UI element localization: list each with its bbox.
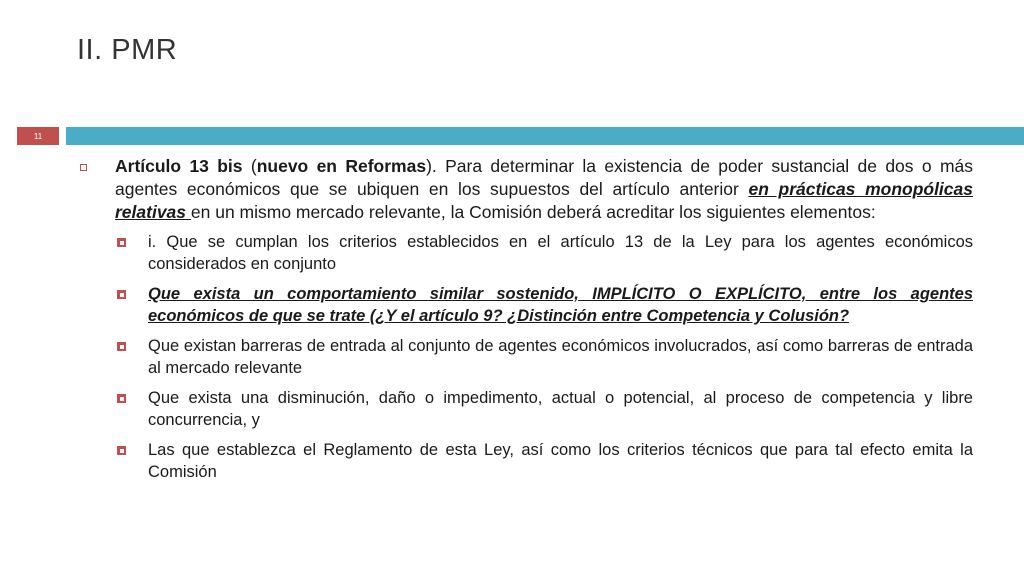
paren-close: ). xyxy=(426,156,446,176)
list-item-text: Que existan barreras de entrada al conjunto de agentes económicos involucrados, así como barreras de entrada al mercado relevante xyxy=(148,337,973,377)
list-item xyxy=(115,231,973,275)
slide-content xyxy=(78,155,973,491)
slide-number: 11 xyxy=(17,127,59,145)
sub-bullet-list xyxy=(78,231,973,483)
list-item xyxy=(115,439,973,483)
list-item xyxy=(115,283,973,327)
list-item xyxy=(115,335,973,379)
page-title: II. PMR xyxy=(77,34,178,66)
hollow-square-bullet-icon xyxy=(80,164,87,171)
reform-note: nuevo en Reformas xyxy=(256,156,427,176)
filled-square-bullet-icon xyxy=(117,342,126,351)
filled-square-bullet-icon xyxy=(117,446,126,455)
list-item-emphasis: Que exista un comportamiento similar sostenido, IMPLÍCITO O EXPLÍCITO, entre los agentes económicos de que se trate (¿Y el artículo 9? ¿Distinción entre Competencia y Colusión? xyxy=(148,285,973,325)
main-text-before: Para determinar la existencia de poder sustancial de dos o más agentes económicos que se ubiquen en los supuestos del artículo anterior xyxy=(115,156,973,199)
filled-square-bullet-icon xyxy=(117,238,126,247)
main-emphasis: en prácticas monopólicas relativas xyxy=(115,179,973,222)
list-item-text: Que exista una disminución, daño o impedimento, actual o potencial, al proceso de competencia y libre concurrencia, y xyxy=(148,389,973,429)
list-item xyxy=(115,387,973,431)
header-bar xyxy=(0,127,1024,145)
main-text-after: en un mismo mercado relevante, la Comisión deberá acreditar los siguientes elementos: xyxy=(190,202,876,222)
article-reference: Artículo 13 bis xyxy=(115,156,243,176)
list-item-text: Las que establezca el Reglamento de esta Ley, así como los criterios técnicos que para tal efecto emita la Comisión xyxy=(148,441,973,481)
paren-open: ( xyxy=(242,156,257,176)
main-bullet-item xyxy=(78,155,973,224)
filled-square-bullet-icon xyxy=(117,394,126,403)
filled-square-bullet-icon xyxy=(117,290,126,299)
teal-band xyxy=(66,127,1024,145)
list-item-text: i. Que se cumplan los criterios establecidos en el artículo 13 de la Ley para los agentes económicos considerados en conjunto xyxy=(148,233,973,273)
